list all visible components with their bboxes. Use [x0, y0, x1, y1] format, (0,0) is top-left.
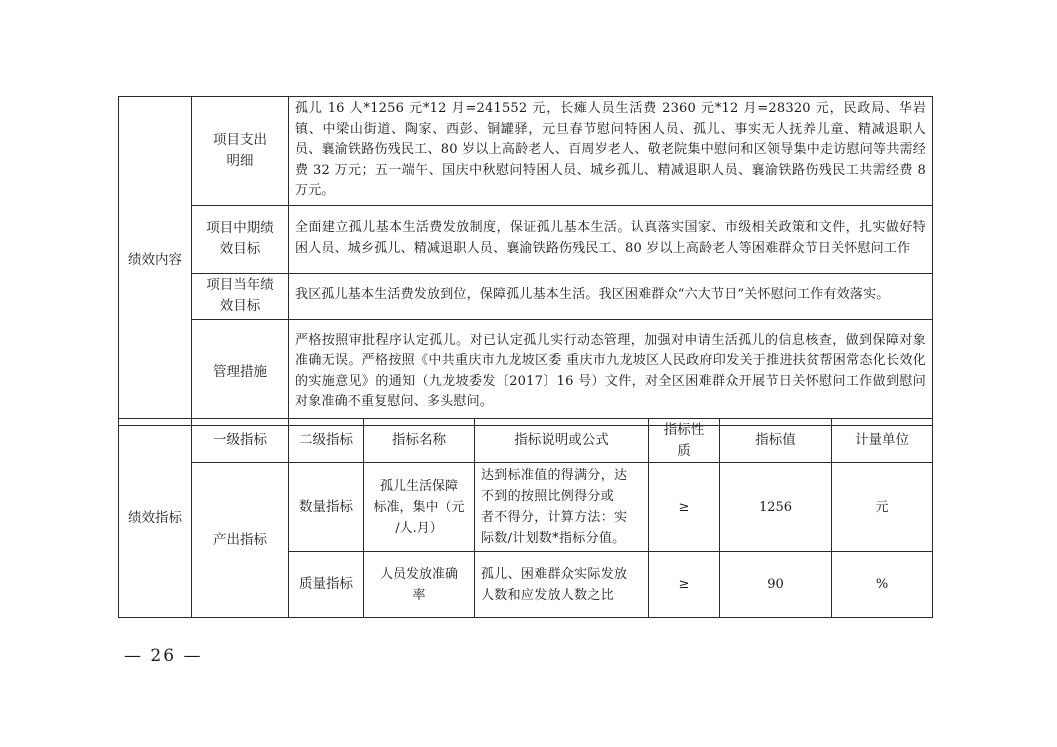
page-number: — 26 — [124, 646, 203, 666]
indicator-unit: 元 [832, 463, 933, 552]
indicator-nature: ≥ [649, 552, 720, 618]
column-header-value: 指标值 [720, 419, 832, 463]
header-line: 质 [677, 442, 691, 459]
indicator-description-orphan-standard [475, 463, 649, 552]
name-line: 标准，集中（元 [373, 499, 465, 515]
row-label-expenditure-detail [192, 97, 289, 206]
row-label-annual-goal [192, 273, 289, 319]
column-header-level2: 二级指标 [289, 419, 364, 463]
label-line: 项目当年绩 [206, 277, 274, 293]
desc-line: 者不得分，计算方法：实 [481, 510, 628, 525]
label-line: 明细 [226, 152, 254, 169]
label-line: 项目支出 [213, 131, 267, 148]
indicator-nature: ≥ [649, 463, 720, 552]
level2-quantity-indicator: 数量指标 [289, 463, 364, 552]
desc-line: 孤儿、困难群众实际发放 [481, 566, 628, 582]
name-line: /人.月） [395, 520, 443, 536]
performance-content-table [118, 96, 933, 426]
section-label-performance-content: 绩效内容 [119, 97, 192, 426]
desc-line: 不到的按照比例得分或 [481, 489, 615, 504]
name-line: 率 [412, 587, 426, 603]
label-line: 效目标 [219, 298, 261, 314]
desc-line: 际数/计划数*指标分值。 [481, 531, 626, 546]
section-label-performance-indicators: 绩效指标 [119, 419, 192, 618]
level1-output-indicator: 产出指标 [192, 463, 289, 618]
column-header-indicator-name: 指标名称 [364, 419, 475, 463]
expenditure-detail-text: 孤儿 16 人*1256 元*12 月=241552 元，长瘫人员生活费 2360 元*12 月=28320 元，民政局、华岩镇、中梁山街道、陶家、西彭、铜罐驿，元旦春节慰问特困人员、孤儿、事实无人抚养儿童、精减退职人员、襄渝铁路伤残民工、80 岁以上高龄老人、百周岁老人、敬老院集中慰问和区领导集中走访慰问等共需经费 32 万元；五一端午、国庆中秋慰问特困人员、城乡孤儿、精减退职人员、襄渝铁路伤残民工共需经费 8 万元。 [289, 97, 933, 206]
column-header-unit: 计量单位 [832, 419, 933, 463]
indicator-name-accuracy-rate [364, 552, 475, 618]
desc-line: 达到标准值的得满分，达 [481, 468, 628, 483]
performance-indicator-table [118, 418, 933, 618]
annual-goal-text: 我区孤儿基本生活费发放到位，保障孤儿基本生活。我区困难群众“六大节日”关怀慰问工作有效落实。 [289, 273, 933, 319]
indicator-value: 90 [720, 552, 832, 618]
label-line: 项目中期绩 [206, 220, 274, 236]
header-line: 指标性 [663, 421, 705, 438]
indicator-value: 1256 [720, 463, 832, 552]
indicator-name-orphan-standard [364, 463, 475, 552]
row-label-management-measures [192, 319, 289, 425]
name-line: 孤儿生活保障 [379, 478, 458, 494]
column-header-nature [649, 419, 720, 463]
label-line: 管理措施 [213, 363, 267, 380]
indicator-description-accuracy-rate [475, 552, 649, 618]
name-line: 人员发放准确 [379, 566, 458, 582]
label-line: 效目标 [219, 241, 261, 257]
management-measures-text: 严格按照审批程序认定孤儿。对已认定孤儿实行动态管理，加强对申请生活孤儿的信息核查，做到保障对象准确无误。严格按照《中共重庆市九龙坡区委 重庆市九龙坡区人民政府印发关于推进扶贫帮困常态化长效化的实施意见》的通知（九龙坡委发〔2017〕16 号）文件，对全区困难群众开展节日关怀慰问工作做到慰问对象准确不重复慰问、多头慰问。 [289, 319, 933, 425]
mid-term-goal-text: 全面建立孤儿基本生活费发放制度，保证孤儿基本生活。认真落实国家、市级相关政策和文件，扎实做好特困人员、城乡孤儿、精减退职人员、襄渝铁路伤残民工、80 岁以上高龄老人等困难群众节日关怀慰问工作 [289, 205, 933, 273]
row-label-mid-term-goal [192, 205, 289, 273]
indicator-unit: % [832, 552, 933, 618]
desc-line: 人数和应发放人数之比 [481, 587, 615, 603]
level2-quality-indicator: 质量指标 [289, 552, 364, 618]
column-header-level1: 一级指标 [192, 419, 289, 463]
column-header-description: 指标说明或公式 [475, 419, 649, 463]
